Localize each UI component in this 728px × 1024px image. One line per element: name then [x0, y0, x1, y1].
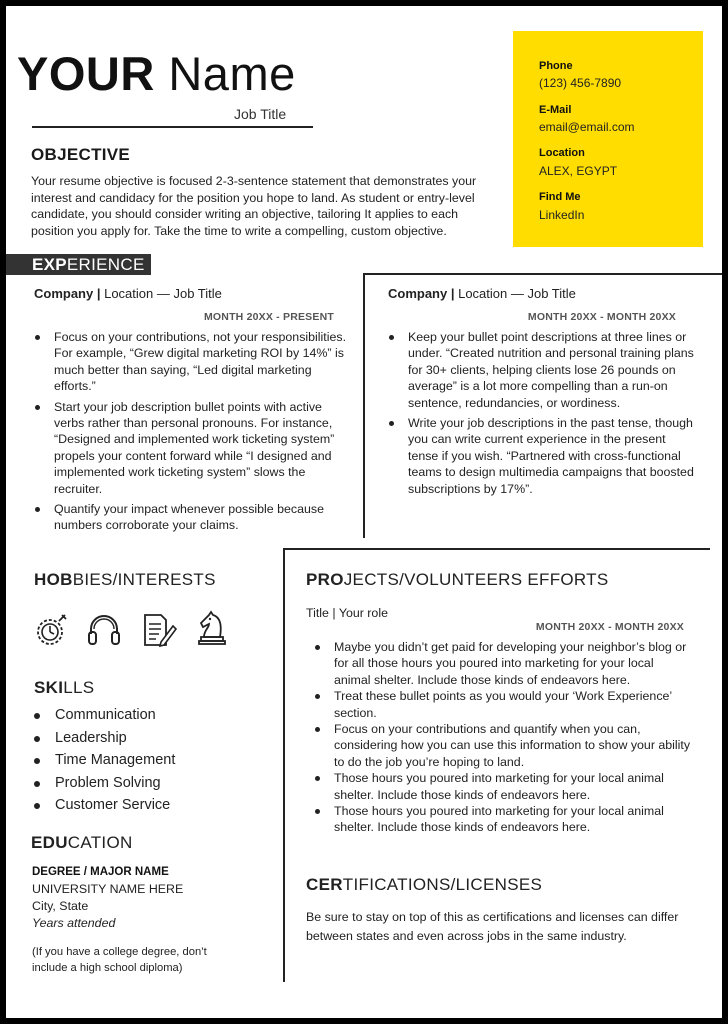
name-underline [32, 126, 313, 128]
skills-list [32, 704, 272, 817]
job2-dates: MONTH 20XX - MONTH 20XX [527, 311, 676, 323]
job1-company: Company | Location — Job Title [34, 286, 222, 301]
education-city-state: City, State [32, 899, 89, 913]
list-item: Problem Solving [32, 772, 272, 795]
phone-value: (123) 456-7890 [539, 76, 622, 90]
list-item: Start your job description bullet points with active verbs rather than personal pronouns. For instance, “Designed and implemented work ticketing system” propels your content forward while “I designed and implemented work ticketing system” slows the recruiter. [33, 399, 349, 497]
projects-heading: PROJECTS/VOLUNTEERS EFFORTS [306, 570, 609, 589]
certifications-text: Be sure to stay on top of this as certifications and licenses can differ between states and even across jobs in the same industry. [306, 910, 679, 943]
job2-bullets [387, 329, 699, 501]
list-item: Treat these bullet points as you would your ‘Work Experience’ section. [313, 688, 693, 721]
findme-value: LinkedIn [539, 208, 585, 222]
education-note: (If you have a college degree, don’t include a high school diploma) [32, 946, 207, 974]
writing-icon [141, 612, 177, 648]
list-item: Those hours you poured into marketing for your local animal shelter. Include those kinds of endeavors here. [313, 770, 693, 803]
skills-heading: SKILLS [34, 678, 95, 697]
projects-dates: MONTH 20XX - MONTH 20XX [535, 621, 684, 633]
objective-heading: OBJECTIVE [31, 145, 131, 164]
candidate-name [17, 48, 296, 100]
stopwatch-icon [34, 612, 70, 648]
projects-role: Title | Your role [306, 606, 388, 620]
email-value: email@email.com [539, 120, 635, 134]
certifications-heading: CERTIFICATIONS/LICENSES [306, 875, 543, 894]
projects-bullets [313, 639, 693, 836]
experience-heading: EXPERIENCE [6, 254, 151, 275]
email-label: E-Mail [539, 104, 572, 116]
contact-box [513, 31, 703, 247]
job1-bullets [33, 329, 349, 538]
list-item: Time Management [32, 749, 272, 772]
job-title: Job Title [234, 106, 287, 122]
divider-lower-top [283, 548, 710, 550]
hobbies-heading: HOBBIES/INTERESTS [34, 570, 216, 589]
hobby-icons [34, 612, 234, 652]
list-item: Communication [32, 704, 272, 727]
location-label: Location [539, 147, 585, 159]
list-item: Leadership [32, 727, 272, 750]
list-item: Keep your bullet point descriptions at three lines or under. “Created nutrition and personal training plans for 30+ clients, helping clients lose 26 pounds on average” is a lot more compelling than a run-on sentence, redundancies, or wordiness. [387, 329, 699, 411]
chess-knight-icon [194, 610, 230, 646]
job2-company: Company | Location — Job Title [388, 286, 576, 301]
job1-dates: MONTH 20XX - PRESENT [203, 311, 334, 323]
name-last: Name [168, 47, 296, 100]
list-item: Maybe you didn’t get paid for developing your neighbor’s blog or for all those hours you poured into marketing for your local animal shelter. Include those kinds of endeavors here. [313, 639, 693, 688]
education-degree: DEGREE / MAJOR NAME [32, 866, 169, 878]
list-item: Customer Service [32, 794, 272, 817]
findme-label: Find Me [539, 191, 581, 203]
headphones-icon [86, 612, 122, 648]
divider-lower-vertical [283, 548, 285, 982]
list-item: Focus on your contributions and quantify when you can, considering how you can use this information to show your ability to do the job you’re hoping to land. [313, 721, 693, 770]
list-item: Quantify your impact whenever possible because numbers corroborate your claims. [33, 501, 349, 534]
education-heading: EDUCATION [31, 833, 133, 852]
divider-exp-top [363, 273, 722, 275]
divider-exp-vertical [363, 273, 365, 538]
objective-text: Your resume objective is focused 2-3-sentence statement that demonstrates your interest and candidacy for the position you hope to land. As student or entry-level candidate, you should consider writing an objective, tailoring It applies to each position you apply for. Take the time to write a compelling, custom objective. [31, 174, 477, 238]
resume-page [6, 6, 722, 1018]
location-value: ALEX, EGYPT [539, 164, 618, 178]
education-university: UNIVERSITY NAME HERE [32, 882, 184, 896]
education-years: Years attended [32, 916, 116, 930]
phone-label: Phone [539, 60, 573, 72]
list-item: Write your job descriptions in the past tense, though you can write current experience in the present tense if you wish. “Partnered with cross-functional teams to design multimedia campaigns that boosted subscriptions by 17%”. [387, 415, 699, 497]
list-item: Focus on your contributions, not your responsibilities. For example, “Grew digital marketing ROI by 14%” is much better than saying, “Led digital marketing efforts.” [33, 329, 349, 395]
name-first: YOUR [17, 47, 155, 100]
list-item: Those hours you poured into marketing for your local animal shelter. Include those kinds of endeavors here. [313, 803, 693, 836]
